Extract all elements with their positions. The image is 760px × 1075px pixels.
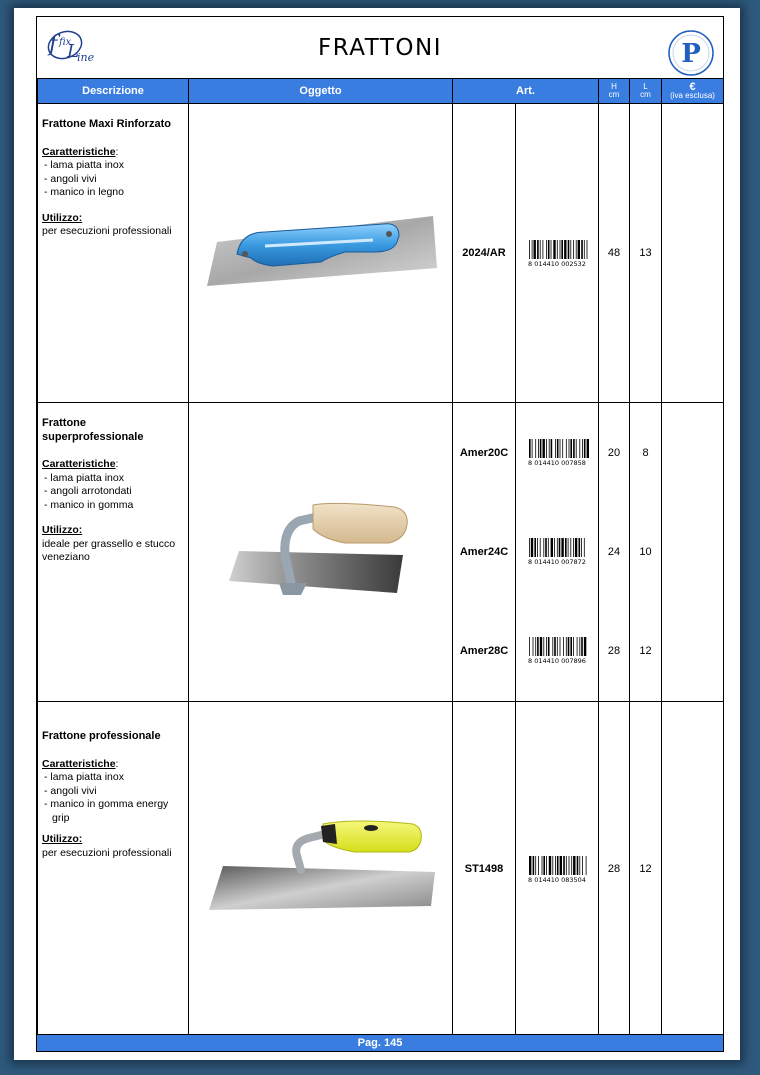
col-l: L cm xyxy=(630,79,662,104)
article-code: Amer28C xyxy=(459,645,509,657)
col-oggetto: Oggetto xyxy=(189,79,453,104)
height-value: 28 xyxy=(599,702,630,1037)
svg-text:f: f xyxy=(49,32,58,57)
barcode xyxy=(521,238,593,268)
feature-item: - lama piatta inox xyxy=(44,159,124,171)
product-description: Frattone Maxi Rinforzato Caratteristiche: - lama piatta inox - angoli vivi - manico in legno Utilizzo: per esecuzioni professionali xyxy=(38,104,189,403)
length-value: 10 xyxy=(639,546,652,558)
feature-item: - angoli vivi xyxy=(44,784,97,797)
features-list xyxy=(42,771,184,825)
article-code: Amer20C xyxy=(459,447,509,459)
product-name: Frattone superprofessionale xyxy=(42,417,144,443)
height-value: 24 xyxy=(607,546,621,558)
barcode xyxy=(521,437,593,467)
features-label: Caratteristiche xyxy=(42,458,116,470)
height-value: 48 xyxy=(599,104,630,403)
product-row xyxy=(38,104,724,403)
usage-label: Utilizzo: xyxy=(42,524,83,536)
svg-text:8 014410 007858: 8 014410 007858 xyxy=(528,459,586,467)
length-value: 8 xyxy=(642,447,649,459)
barcode xyxy=(521,536,593,566)
features-list xyxy=(42,472,184,513)
svg-text:8 014410 002532: 8 014410 002532 xyxy=(528,260,586,268)
table-header-row xyxy=(38,79,724,104)
feature-item: grip xyxy=(52,811,70,824)
features-list xyxy=(42,159,184,200)
svg-text:P: P xyxy=(681,39,701,69)
products-table xyxy=(37,78,724,1037)
article-code: ST1498 xyxy=(453,702,516,1037)
barcodes-cell xyxy=(516,403,599,702)
features-label: Caratteristiche xyxy=(42,145,116,158)
height-value: 28 xyxy=(607,645,621,657)
article-code: Amer24C xyxy=(459,546,509,558)
height-value: 20 xyxy=(607,447,621,459)
lengths-cell xyxy=(630,403,662,702)
page-title: FRATTONI xyxy=(317,35,442,61)
product-image-cell xyxy=(189,702,453,1037)
col-price: € (iva esclusa) xyxy=(662,79,724,104)
trowel-professional-image xyxy=(205,820,441,916)
usage-label: Utilizzo: xyxy=(42,833,83,845)
usage-text: per esecuzioni professionali xyxy=(42,846,172,859)
col-art: Art. xyxy=(453,79,599,104)
usage-text: ideale per grassello e stucco veneziano xyxy=(42,537,176,563)
product-name: Frattone Maxi Rinforzato xyxy=(42,118,171,130)
price-value xyxy=(662,403,724,702)
svg-text:8 014410 007896: 8 014410 007896 xyxy=(528,657,586,665)
svg-text:fix: fix xyxy=(59,37,72,48)
price-value xyxy=(662,104,724,403)
col-descrizione: Descrizione xyxy=(38,79,189,104)
feature-item: - angoli vivi xyxy=(44,172,97,185)
brand-p-logo xyxy=(667,29,715,77)
barcode-cell xyxy=(516,702,599,1037)
product-description: Frattone professionale Caratteristiche: - lama piatta inox - angoli vivi - manico in gomma energy grip Utilizzo: per esecuzioni professionali xyxy=(38,702,189,1037)
length-value: 12 xyxy=(630,702,662,1037)
heights-cell xyxy=(599,403,630,702)
feature-item: - manico in gomma xyxy=(44,498,134,511)
product-row xyxy=(38,702,724,1037)
feature-item: - lama piatta inox xyxy=(44,771,124,783)
barcode xyxy=(521,635,593,665)
usage-text: per esecuzioni professionali xyxy=(42,225,172,237)
feature-item: - angoli arrotondati xyxy=(44,485,132,497)
product-name: Frattone professionale xyxy=(42,730,161,742)
page-header xyxy=(37,17,723,78)
catalog-page xyxy=(36,16,724,1052)
product-row xyxy=(38,403,724,702)
usage-label: Utilizzo: xyxy=(42,211,83,224)
svg-text:L: L xyxy=(67,41,79,62)
svg-text:8 014410 083504: 8 014410 083504 xyxy=(528,876,586,884)
length-value: 12 xyxy=(639,645,652,657)
barcode xyxy=(521,854,593,884)
feature-item: - lama piatta inox xyxy=(44,471,124,484)
length-value: 13 xyxy=(630,104,662,403)
product-image-cell xyxy=(189,403,453,702)
price-value xyxy=(662,702,724,1037)
article-codes-cell xyxy=(453,403,516,702)
product-image-cell xyxy=(189,104,453,403)
barcode-cell xyxy=(516,104,599,403)
feature-item: - manico in gomma energy xyxy=(44,798,169,810)
feature-item: - manico in legno xyxy=(44,186,124,198)
features-label: Caratteristiche xyxy=(42,757,116,770)
trowel-superprofessional-image xyxy=(225,499,421,609)
product-description: Frattone superprofessionale Caratteristiche: - lama piatta inox - angoli arrotondati - manico in gomma Utilizzo: ideale per grassello e stucco veneziano xyxy=(38,403,189,702)
col-h: H cm xyxy=(599,79,630,104)
svg-text:ine: ine xyxy=(77,51,95,64)
article-code: 2024/AR xyxy=(453,104,516,403)
svg-text:8 014410 007872: 8 014410 007872 xyxy=(528,558,586,566)
trowel-maxi-image xyxy=(203,212,439,292)
page-frame xyxy=(14,8,740,1060)
page-footer: Pag. 145 xyxy=(37,1034,723,1051)
